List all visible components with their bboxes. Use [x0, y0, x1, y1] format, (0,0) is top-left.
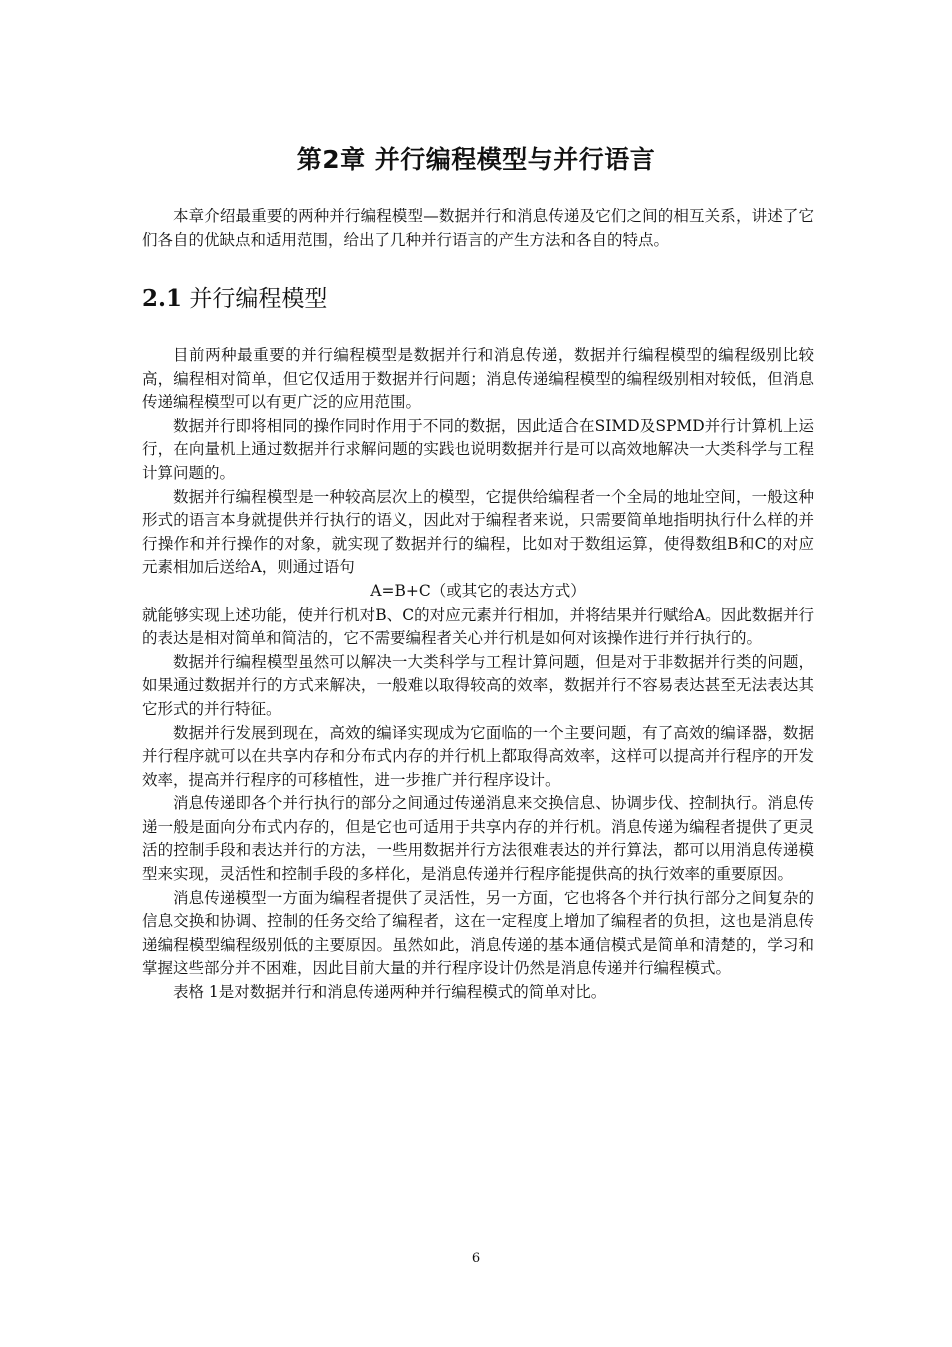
intro-paragraph: 本章介绍最重要的两种并行编程模型—数据并行和消息传递及它们之间的相互关系，讲述了它们各自的优缺点和适用范围，给出了几种并行语言的产生方法和各自的特点。: [142, 207, 814, 249]
paragraph-6: 数据并行发展到现在，高效的编译实现成为它面临的一个主要问题，有了高效的编译器，数据并行程序就可以在共享内存和分布式内存的并行机上都取得高效率，这样可以提高并行程序的开发效率，提高并行程序的可移植性，进一步推广并行程序设计。: [142, 723, 814, 789]
section-number: 2.1: [142, 285, 183, 312]
section-heading: [142, 282, 327, 316]
section-body: [142, 344, 814, 1005]
paragraph-7: 消息传递即各个并行执行的部分之间通过传递消息来交换信息、协调步伐、控制执行。消息传递一般是面向分布式内存的，但是它也可适用于共享内存的并行机。消息传递为编程者提供了更灵活的控制手段和表达并行的方法，一些用数据并行方法很难表达的并行算法，都可以用消息传递模型来实现，灵活性和控制手段的多样化，是消息传递并行程序能提供高的执行效率的重要原因。: [142, 794, 814, 884]
chapter-intro: [142, 205, 814, 252]
formula-line: A=B+C（或其它的表达方式）: [370, 581, 586, 600]
paragraph-5: 数据并行编程模型虽然可以解决一大类科学与工程计算问题，但是对于非数据并行类的问题，如果通过数据并行的方式来解决，一般难以取得较高的效率，数据并行不容易表达甚至无法表达其它形式的并行特征。: [142, 652, 814, 718]
paragraph-3: 数据并行编程模型是一种较高层次上的模型，它提供给编程者一个全局的地址空间，一般这种形式的语言本身就提供并行执行的语义，因此对于编程者来说，只需要简单地指明执行什么样的并行操作和并行操作的对象，就实现了数据并行的编程，比如对于数组运算，使得数组B和C的对应元素相加后送给A，则通过语句: [142, 487, 814, 577]
paragraph-2: 数据并行即将相同的操作同时作用于不同的数据，因此适合在SIMD及SPMD并行计算机上运行，在向量机上通过数据并行求解问题的实践也说明数据并行是可以高效地解决一大类科学与工程计算问题的。: [142, 416, 814, 482]
chapter-title: 第2章 并行编程模型与并行语言: [296, 145, 656, 174]
paragraph-4-continuation: 就能够实现上述功能，使并行机对B、C的对应元素并行相加，并将结果并行赋给A。因此数据并行的表达是相对简单和简洁的，它不需要编程者关心并行机是如何对该操作进行并行执行的。: [142, 605, 814, 648]
page-number: 6: [471, 1251, 481, 1266]
paragraph-8: 消息传递模型一方面为编程者提供了灵活性，另一方面，它也将各个并行执行部分之间复杂的信息交换和协调、控制的任务交给了编程者，这在一定程度上增加了编程者的负担，这也是消息传递编程模型编程级别低的主要原因。虽然如此，消息传递的基本通信模式是简单和清楚的，学习和掌握这些部分并不困难，因此目前大量的并行程序设计仍然是消息传递并行编程模式。: [142, 888, 814, 978]
paragraph-1: 目前两种最重要的并行编程模型是数据并行和消息传递，数据并行编程模型的编程级别比较高，编程相对简单，但它仅适用于数据并行问题；消息传递编程模型的编程级别相对较低，但消息传递编程模型可以有更广泛的应用范围。: [142, 346, 814, 412]
section-title-text: 并行编程模型: [189, 286, 328, 312]
paragraph-9: 表格 1是对数据并行和消息传递两种并行编程模式的简单对比。: [173, 983, 607, 1002]
